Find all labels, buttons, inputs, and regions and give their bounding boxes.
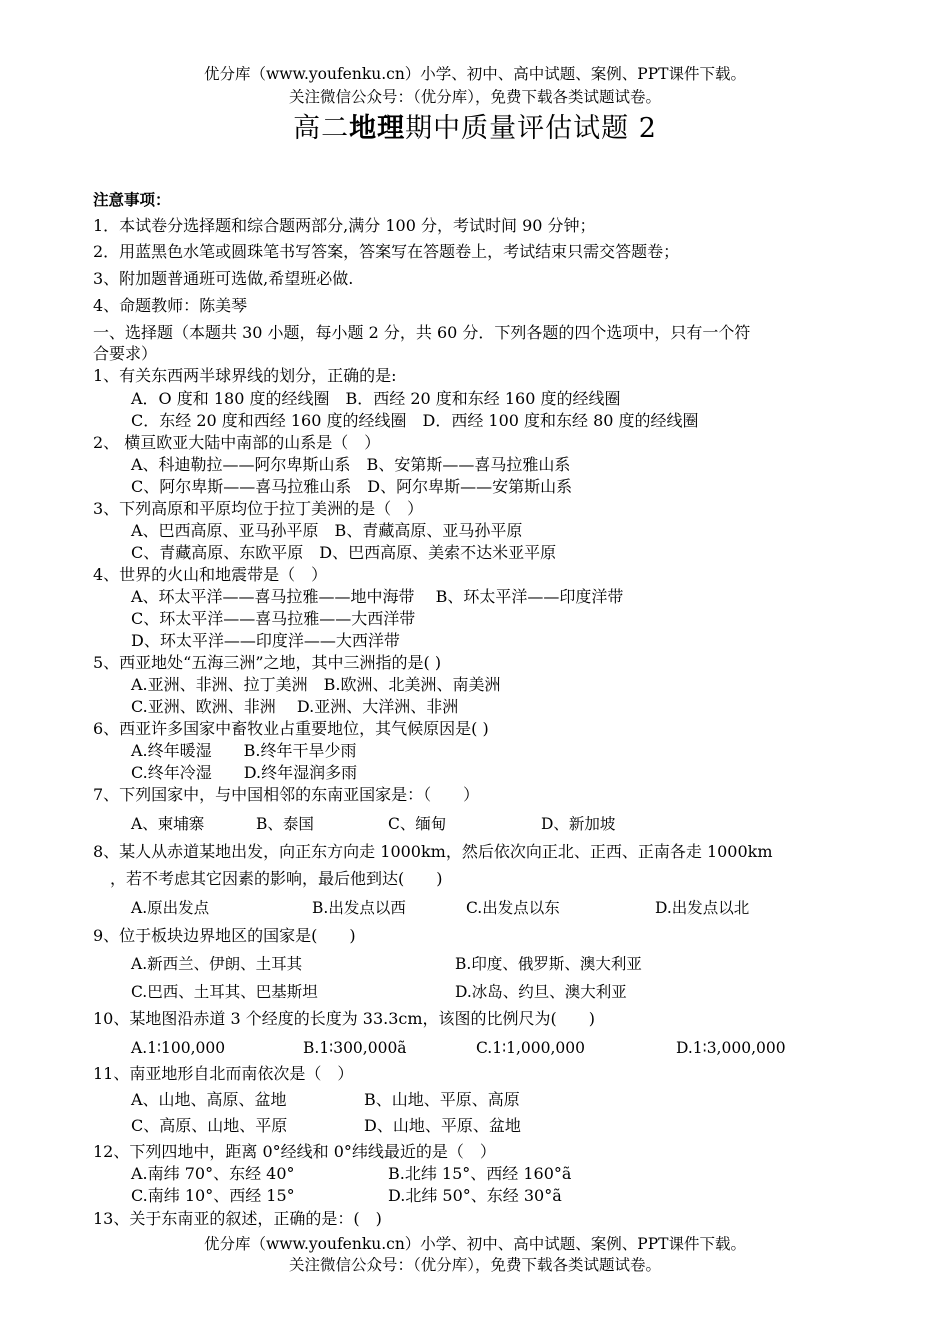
question-4-stem: 4、世界的火山和地震带是（ ）	[93, 565, 328, 584]
question-8-option-b: B.出发点以西	[312, 899, 406, 917]
question-12-option-a: A.南纬 70°、东经 40°	[131, 1164, 295, 1183]
question-9-stem: 9、位于板块边界地区的国家是( )	[93, 926, 356, 945]
question-6-options-2: C.终年冷湿 D.终年湿润多雨	[131, 763, 358, 782]
question-2-options-2: C、阿尔卑斯——喜马拉雅山系 D、阿尔卑斯——安第斯山系	[131, 477, 573, 496]
question-6-options-1: A.终年暖湿 B.终年干旱少雨	[131, 741, 357, 760]
question-9-option-d: D.冰岛、约旦、澳大利亚	[455, 983, 627, 1001]
question-10-option-b: B.1∶300,000ã	[303, 1039, 407, 1057]
question-11-option-d: D、山地、平原、盆地	[364, 1116, 521, 1135]
question-11-option-a: A、山地、高原、盆地	[131, 1090, 287, 1109]
question-13-stem: 13、关于东南亚的叙述，正确的是：( )	[93, 1209, 382, 1228]
question-7-option-a: A、柬埔寨	[131, 815, 205, 833]
question-3-options-2: C、青藏高原、东欧平原 D、巴西高原、美索不达米亚平原	[131, 543, 557, 562]
question-5-options-1: A.亚洲、非洲、拉丁美洲 B.欧洲、北美洲、南美洲	[131, 675, 501, 694]
header-line-2: 关注微信公众号：（优分库），免费下载各类试题试卷。	[288, 88, 661, 106]
question-7-stem: 7、下列国家中，与中国相邻的东南亚国家是：（ ）	[93, 785, 480, 804]
question-7-option-b: B、泰国	[256, 815, 314, 833]
question-3-stem: 3、下列高原和平原均位于拉丁美洲的是（ ）	[93, 499, 424, 518]
question-10-option-d: D.1∶3,000,000	[676, 1039, 786, 1057]
question-7-option-d: D、新加坡	[541, 815, 616, 833]
question-4-options-2: C、环太平洋——喜马拉雅——大西洋带	[131, 609, 416, 628]
section-heading-line-2: 合要求）	[93, 344, 158, 363]
question-5-stem: 5、西亚地处“五海三洲”之地，其中三洲指的是( )	[93, 653, 442, 672]
question-9-option-a: A.新西兰、伊朗、土耳其	[131, 955, 303, 973]
question-12-option-d: D.北纬 50°、东经 30°ã	[388, 1186, 562, 1205]
question-11-stem: 11、南亚地形自北而南依次是（ ）	[93, 1064, 354, 1083]
question-1-options-2: C．东经 20 度和西经 160 度的经线圈 D．西经 100 度和东经 80 度的经线圈	[131, 411, 699, 430]
question-12-stem: 12、下列四地中，距离 0°经线和 0°纬线最近的是（ ）	[93, 1142, 496, 1161]
question-2-stem: 2、 横亘欧亚大陆中南部的山系是（ ）	[93, 433, 381, 452]
question-8-option-d: D.出发点以北	[655, 899, 750, 917]
title-post: 期中质量评估试题 2	[405, 113, 657, 144]
question-12-option-c: C.南纬 10°、西经 15°	[131, 1186, 295, 1205]
question-8-stem-line-1: 8、某人从赤道某地出发，向正东方向走 1000km，然后依次向正北、正西、正南各走 1000km	[93, 842, 773, 861]
section-heading-line-1: 一、选择题（本题共 30 小题，每小题 2 分，共 60 分．下列各题的四个选项中，只有一个符	[93, 323, 751, 342]
question-6-stem: 6、西亚许多国家中畜牧业占重要地位，其气候原因是( )	[93, 719, 489, 738]
footer-line-1: 优分库（www.youfenku.cn）小学、初中、高中试题、案例、PPT课件下载。	[203, 1235, 747, 1253]
notice-heading: 注意事项：	[93, 191, 171, 209]
question-4-options-3: D、环太平洋——印度洋——大西洋带	[131, 631, 400, 650]
header-line-1: 优分库（www.youfenku.cn）小学、初中、高中试题、案例、PPT课件下载。	[203, 65, 747, 83]
question-9-option-c: C.巴西、土耳其、巴基斯坦	[131, 983, 318, 1001]
footer-line-2: 关注微信公众号：（优分库），免费下载各类试题试卷。	[288, 1256, 661, 1274]
title-pre: 高二	[293, 113, 350, 144]
question-10-stem: 10、某地图沿赤道 3 个经度的长度为 33.3cm，该图的比例尺为( )	[93, 1009, 596, 1028]
question-8-stem-line-2: ，若不考虑其它因素的影响，最后他到达( )	[110, 869, 443, 888]
question-8-option-a: A.原出发点	[131, 899, 210, 917]
question-1-stem: 1、有关东西两半球界线的划分，正确的是:	[93, 366, 397, 385]
question-11-option-c: C、高原、山地、平原	[131, 1116, 288, 1135]
question-5-options-2: C.亚洲、欧洲、非洲 D.亚洲、大洋洲、非洲	[131, 697, 459, 716]
title-bold: 地理	[349, 113, 406, 144]
question-2-options-1: A、科迪勒拉——阿尔卑斯山系 B、安第斯——喜马拉雅山系	[131, 455, 571, 474]
question-7-option-c: C、缅甸	[388, 815, 447, 833]
notice-item-3: 3、附加题普通班可选做,希望班必做.	[93, 269, 354, 288]
question-1-options-1: A．O 度和 180 度的经线圈 B．西经 20 度和东经 160 度的经线圈	[131, 389, 621, 408]
page-title	[0, 112, 950, 146]
question-9-option-b: B.印度、俄罗斯、澳大利亚	[455, 955, 642, 973]
question-4-options-1: A、环太平洋——喜马拉雅——地中海带 B、环太平洋——印度洋带	[131, 587, 624, 606]
question-3-options-1: A、巴西高原、亚马孙平原 B、青藏高原、亚马孙平原	[131, 521, 523, 540]
question-11-option-b: B、山地、平原、高原	[364, 1090, 520, 1109]
question-10-option-c: C.1∶1,000,000	[476, 1039, 586, 1057]
question-8-option-c: C.出发点以东	[466, 899, 560, 917]
question-12-option-b: B.北纬 15°、西经 160°ã	[388, 1164, 572, 1183]
notice-item-4: 4、命题教师：陈美琴	[93, 296, 248, 315]
question-10-option-a: A.1∶100,000	[131, 1039, 226, 1057]
notice-item-1: 1．本试卷分选择题和综合题两部分,满分 100 分，考试时间 90 分钟；	[93, 216, 596, 235]
notice-item-2: 2．用蓝黑色水笔或圆珠笔书写答案，答案写在答题卷上，考试结束只需交答题卷；	[93, 242, 680, 261]
